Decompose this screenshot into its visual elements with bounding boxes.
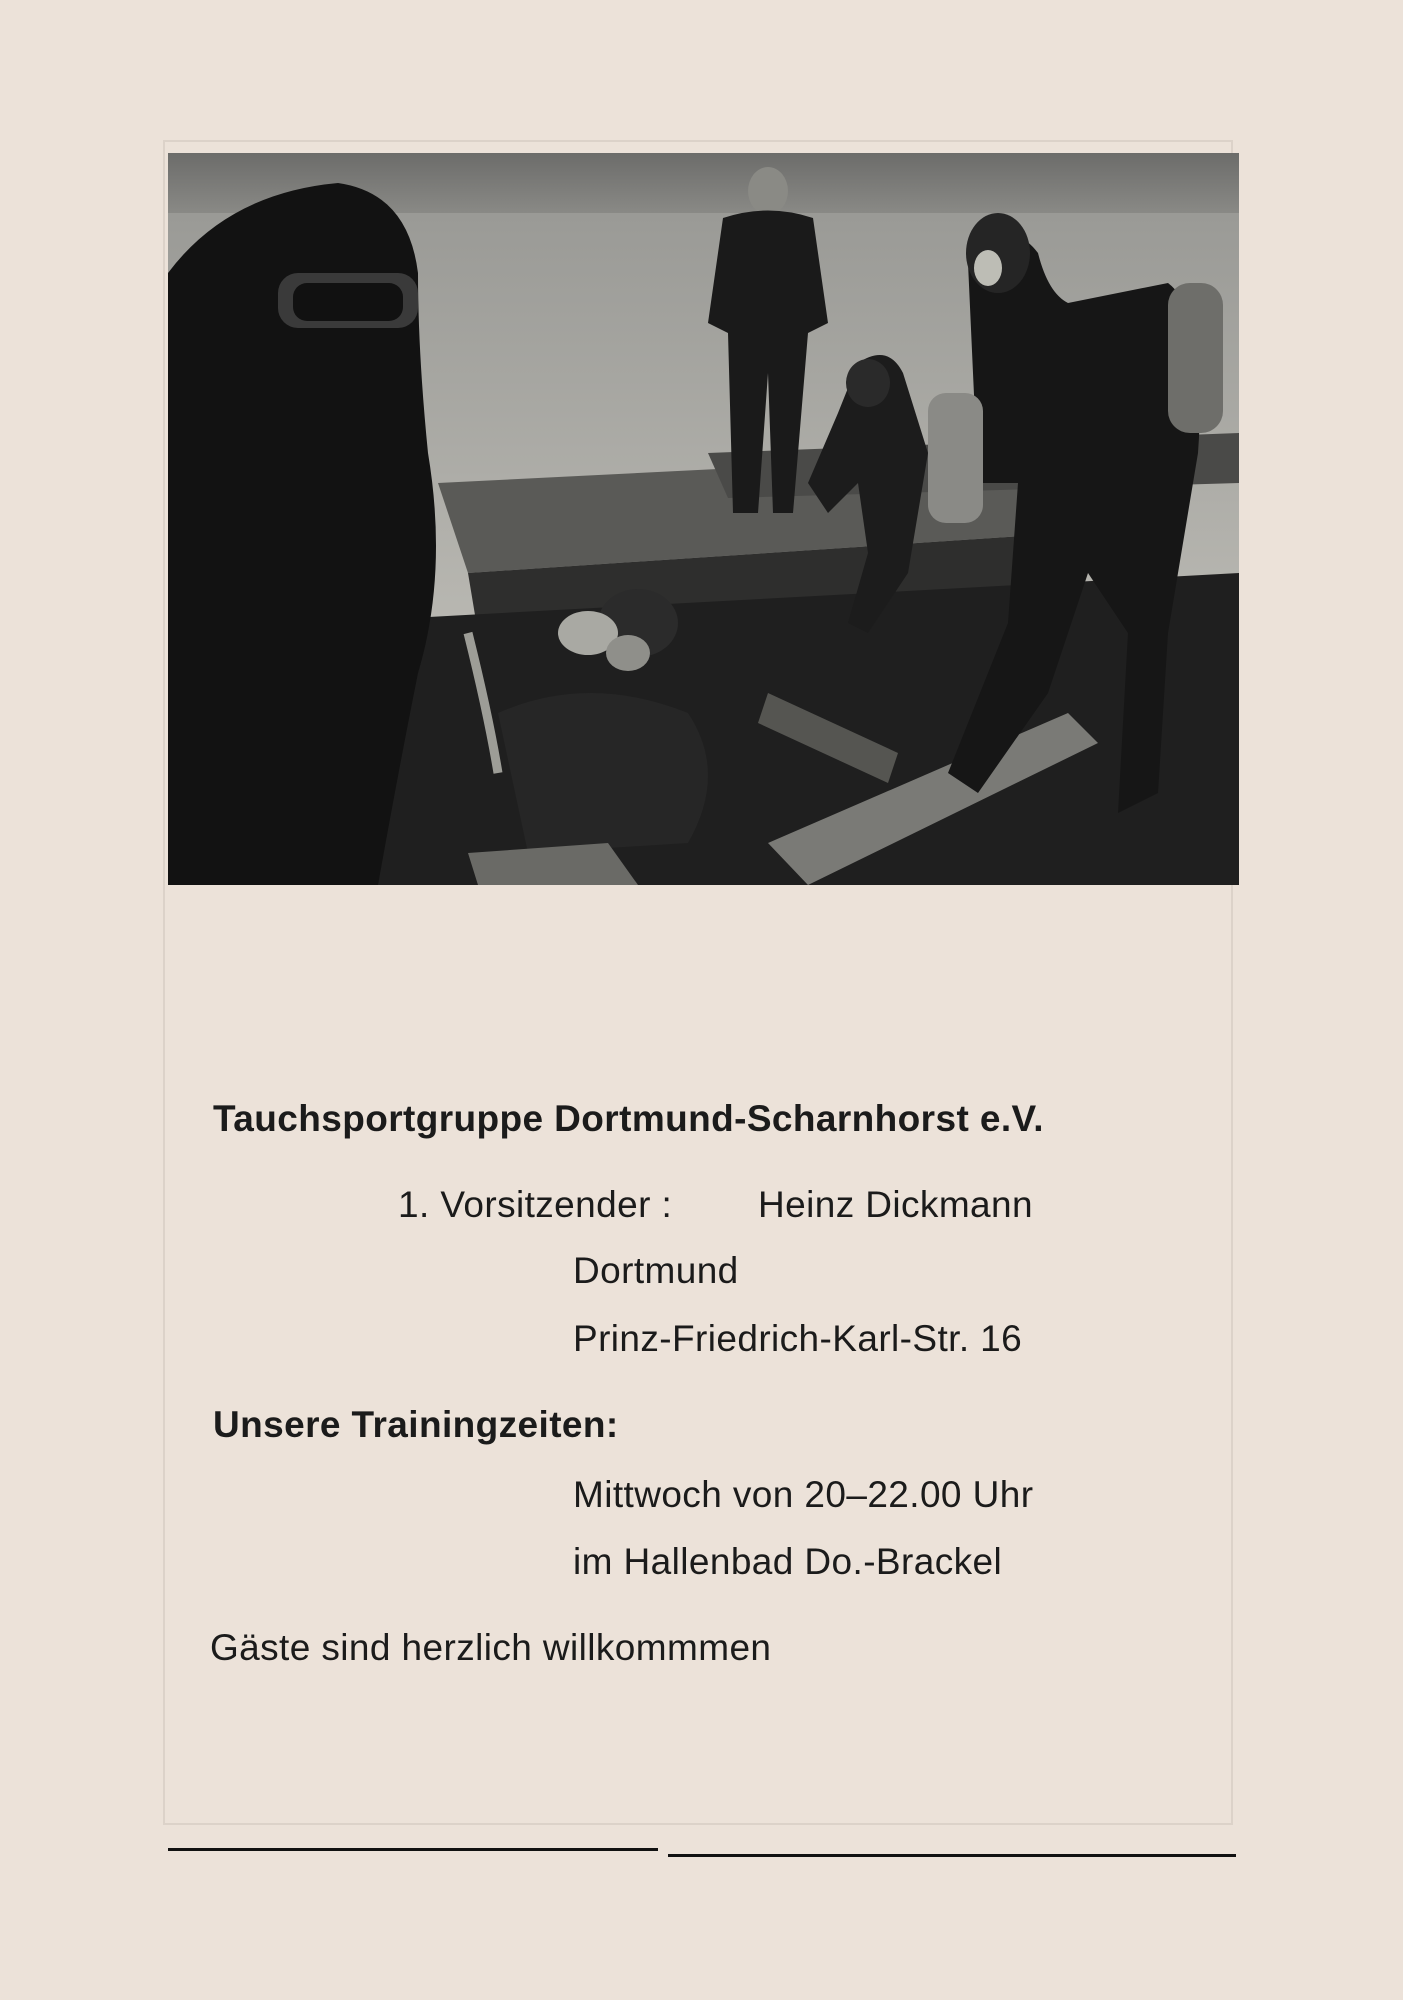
divers-photo-image — [168, 153, 1239, 885]
divers-photo — [168, 153, 1239, 885]
guests-welcome: Gäste sind herzlich willkommmen — [210, 1627, 772, 1668]
bottom-rule-left — [168, 1848, 658, 1851]
address-street: Prinz-Friedrich-Karl-Str. 16 — [573, 1318, 1023, 1359]
chair-name: Heinz Dickmann — [758, 1184, 1033, 1225]
training-heading: Unsere Trainingzeiten: — [213, 1404, 619, 1445]
training-place: im Hallenbad Do.-Brackel — [573, 1541, 1003, 1582]
address-city: Dortmund — [573, 1250, 739, 1291]
chair-label: 1. Vorsitzender : — [398, 1184, 673, 1225]
bottom-rule-right — [668, 1854, 1236, 1857]
club-name: Tauchsportgruppe Dortmund-Scharnhorst e.V. — [213, 1098, 1044, 1139]
training-day-time: Mittwoch von 20–22.00 Uhr — [573, 1474, 1034, 1515]
